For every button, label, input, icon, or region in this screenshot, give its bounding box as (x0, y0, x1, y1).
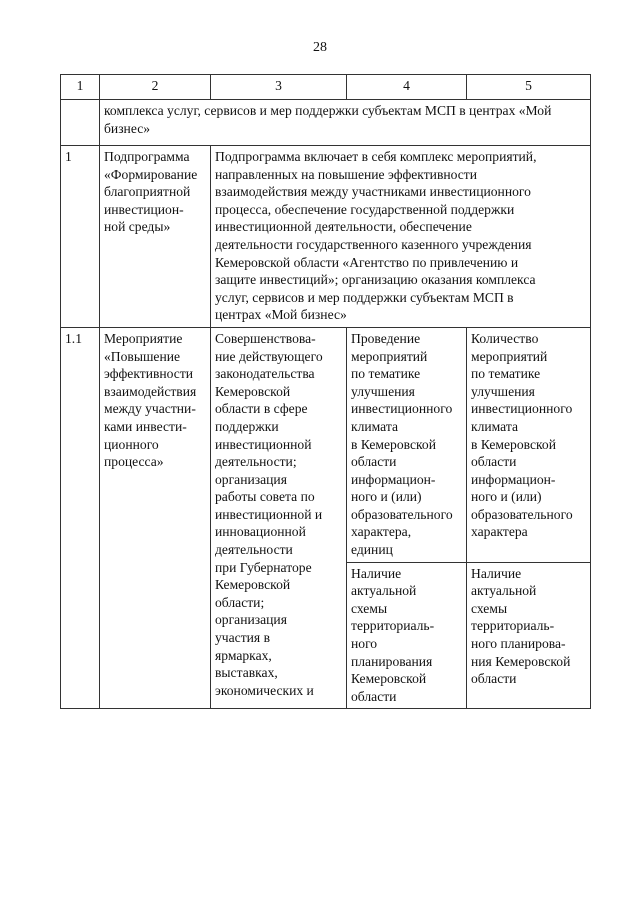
page-number: 28 (313, 40, 327, 55)
row-number-cell: 1 (61, 146, 100, 328)
program-table (60, 74, 591, 709)
target-cell-1: Количество мероприятий по тематике улучшения инвестиционного климата в Кемеровской области информацион- ного и (или) образовательного характера (467, 327, 591, 562)
indicator-cell-1: Проведение мероприятий по тематике улучшения инвестиционного климата в Кемеровской области информацион- ного и (или) образовательного характера, единиц (347, 327, 467, 562)
subprogram-name-cell: Подпрограмма «Формирование благоприятной инвестицион- ной среды» (100, 146, 211, 328)
table-row-measure-1-1a (61, 327, 591, 562)
row-number-cell (61, 100, 100, 146)
table-row-subprogram (61, 146, 591, 328)
column-number-5: 5 (467, 75, 591, 100)
measure-name-cell: Мероприятие «Повышение эффективности взаимодействия между участни- ками инвести- ционного процесса» (100, 327, 211, 708)
column-number-4: 4 (347, 75, 467, 100)
table-header-row (61, 75, 591, 100)
column-number-3: 3 (211, 75, 347, 100)
measure-description-cell: Совершенствова- ние действующего законодательства Кемеровской области в сфере поддержки инвестиционной деятельности; организация работы совета по инвестиционной и инновационной деятельности при Губернаторе Кемеровской области; организация участия в ярмарках, выставках, экономических и (211, 327, 347, 708)
indicator-cell-2: Наличие актуальной схемы территориаль- ного планирования Кемеровской области (347, 562, 467, 709)
column-number-2: 2 (100, 75, 211, 100)
subprogram-description-cell: Подпрограмма включает в себя комплекс мероприятий, направленных на повышение эффективности взаимодействия между участниками инвестиционного процесса, обеспечение государственной поддержки инвестиционной деятельности, обеспечение деятельности государственного казенного учреждения Кемеровской области «Агентство по привлечению и защите инвестиций»; организацию оказания комплекса услуг, сервисов и мер поддержки субъектам МСП в центрах «Мой бизнес» (211, 146, 591, 328)
target-cell-2: Наличие актуальной схемы территориаль- ного планирова- ния Кемеровской области (467, 562, 591, 709)
column-number-1: 1 (61, 75, 100, 100)
row-number-cell: 1.1 (61, 327, 100, 708)
continued-text-cell: комплекса услуг, сервисов и мер поддержки субъектам МСП в центрах «Мой бизнес» (100, 100, 591, 146)
table-row-continued (61, 100, 591, 146)
